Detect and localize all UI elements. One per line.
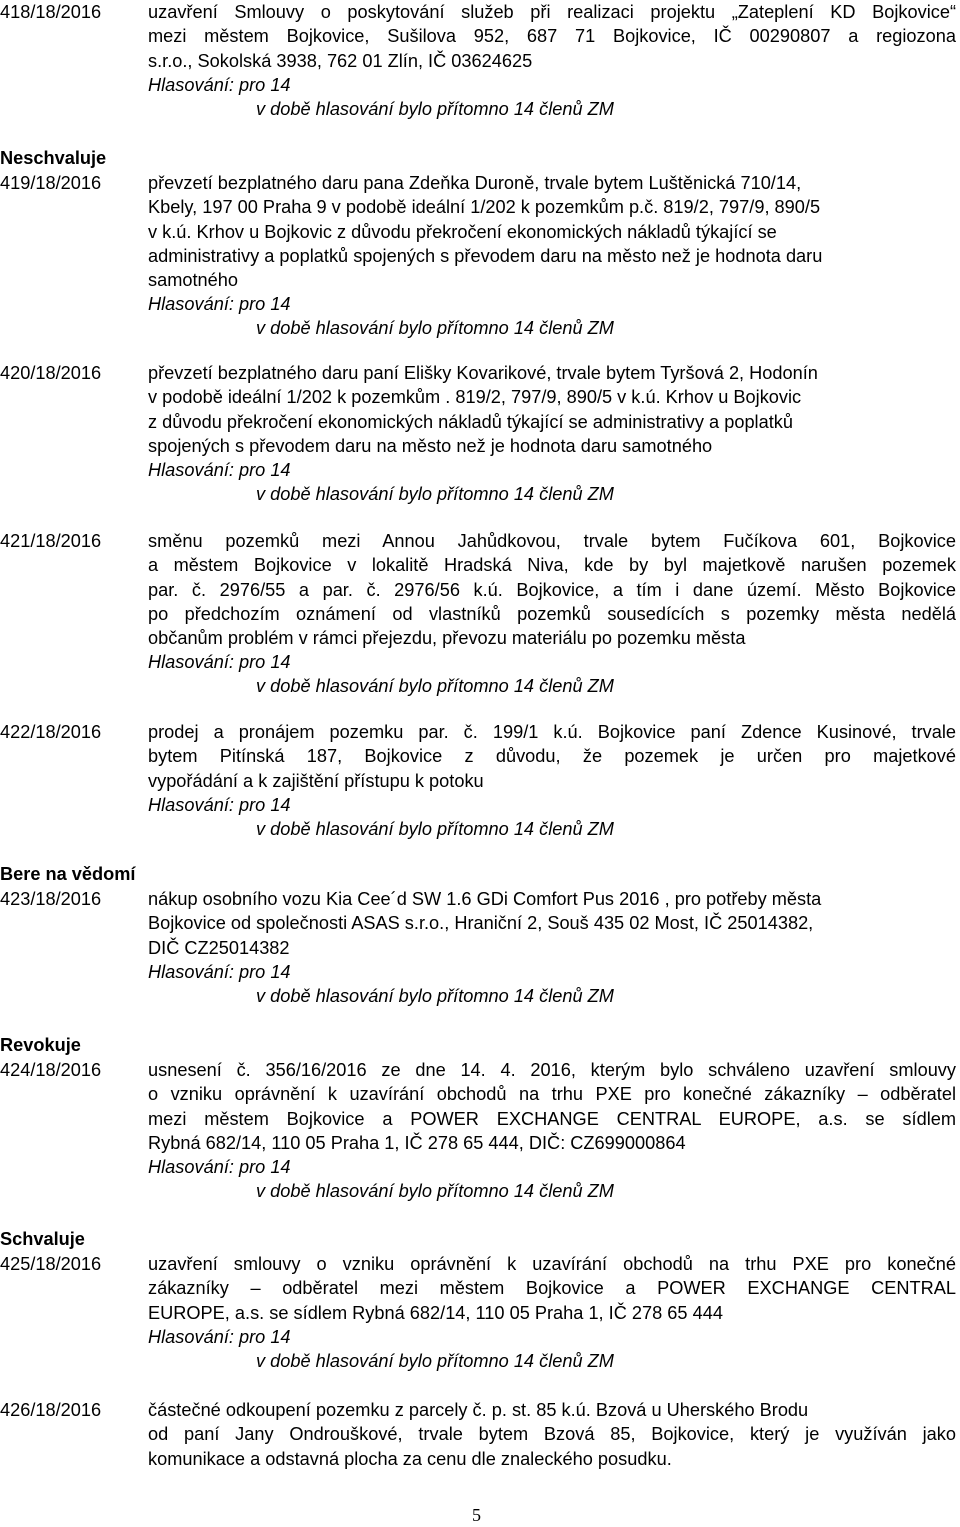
presence-note: v době hlasování bylo přítomno 14 členů ZM [256,484,614,504]
resolution-number: 424/18/2016 [0,1060,102,1080]
text-line: uzavření smlouvy o vzniku oprávnění k uzavírání obchodů na trhu PXE pro konečné [148,1254,956,1274]
text-line: po předchozím oznámení od vlastníků pozemků sousedících s pozemky města nedělá [148,603,956,624]
presence-note: v době hlasování bylo přítomno 14 členů ZM [256,99,614,119]
resolution-number: 421/18/2016 [0,531,102,551]
section-heading-revokuje: Revokuje [0,1035,81,1055]
vote-result: Hlasování: pro 14 [148,294,291,314]
text-line: převzetí bezplatného daru pana Zdeňka Duroně, trvale bytem Luštěnická 710/14, [148,173,802,193]
resolution-number: 418/18/2016 [0,2,102,22]
resolution-number: 419/18/2016 [0,173,102,193]
resolution-text [148,720,956,793]
resolution-text [148,0,956,73]
resolution-number: 423/18/2016 [0,889,102,909]
section-heading-bere-na-vedomi: Bere na vědomí [0,864,136,884]
text-line: DIČ CZ25014382 [148,937,290,958]
text-line: nákup osobního vozu Kia Cee´d SW 1.6 GDi Comfort Pus 2016 , pro potřeby města [148,889,822,909]
text-line: částečné odkoupení pozemku z parcely č. p. st. 85 k.ú. Bzová u Uherského Brodu [148,1400,809,1420]
vote-result: Hlasování: pro 14 [148,962,291,982]
text-line: v k.ú. Krhov u Bojkovic z důvodu překročení ekonomických nákladů týkající se [148,221,777,242]
page-number: 5 [472,1505,481,1525]
resolution-number: 425/18/2016 [0,1254,102,1274]
text-line: Bojkovice od společnosti ASAS s.r.o., Hraniční 2, Souš 435 02 Most, IČ 25014382, [148,913,814,934]
section-heading-schvaluje: Schvaluje [0,1229,85,1249]
resolution-text [148,887,956,960]
vote-result: Hlasování: pro 14 [148,1327,291,1347]
text-line: v podobě ideální 1/202 k pozemkům . 819/2, 797/9, 890/5 v k.ú. Krhov u Bojkovic [148,387,802,408]
text-line: par. č. 2976/55 a par. č. 2976/56 k.ú. Bojkovice, a tím i dane území. Město Bojkovice [148,579,956,600]
presence-note: v době hlasování bylo přítomno 14 členů ZM [256,986,614,1006]
text-line: mezi městem Bojkovice, Sušilova 952, 687 71 Bojkovice, IČ 00290807 a regiozona [148,26,956,47]
presence-note: v době hlasování bylo přítomno 14 členů ZM [256,1181,614,1201]
text-line: usnesení č. 356/16/2016 ze dne 14. 4. 2016, kterým bylo schváleno uzavření smlouvy [148,1060,956,1080]
text-line: EUROPE, a.s. se sídlem Rybná 682/14, 110 05 Praha 1, IČ 278 65 444 [148,1302,723,1323]
text-line: Kbely, 197 00 Praha 9 v podobě ideální 1/202 k pozemkům p.č. 819/2, 797/9, 890/5 [148,197,821,218]
text-line: občanům problém v rámci přejezdu, převozu materiálu po pozemku města [148,628,746,649]
vote-result: Hlasování: pro 14 [148,795,291,815]
text-line: převzetí bezplatného daru paní Elišky Kovarikové, trvale bytem Tyršová 2, Hodonín [148,363,818,383]
text-line: mezi městem Bojkovice a POWER EXCHANGE CENTRAL EUROPE, a.s. se sídlem [148,1108,956,1129]
text-line: bytem Pitínská 187, Bojkovice z důvodu, že pozemek je určen pro majetkové [148,746,956,767]
section-heading-neschvaluje: Neschvaluje [0,148,107,168]
resolution-number: 426/18/2016 [0,1400,102,1420]
text-line: vypořádání a k zajištění přístupu k potoku [148,770,484,791]
resolution-text [148,361,956,458]
resolution-text [148,1252,956,1325]
text-line: o vzniku oprávnění k uzavírání obchodů na trhu PXE pro konečné zákazníky – odběratel [148,1084,956,1105]
text-line: komunikace a odstavná plocha za cenu dle znaleckého posudku. [148,1448,672,1469]
presence-note: v době hlasování bylo přítomno 14 členů ZM [256,1351,614,1371]
text-line: samotného [148,270,238,291]
vote-result: Hlasování: pro 14 [148,460,291,480]
presence-note: v době hlasování bylo přítomno 14 členů ZM [256,676,614,696]
text-line: Rybná 682/14, 110 05 Praha 1, IČ 278 65 444, DIČ: CZ699000864 [148,1132,686,1153]
resolution-text [148,1058,956,1155]
text-line: zákazníky – odběratel mezi městem Bojkovice a POWER EXCHANGE CENTRAL [148,1278,956,1299]
vote-result: Hlasování: pro 14 [148,75,291,95]
resolution-number: 420/18/2016 [0,363,102,383]
text-line: z důvodu překročení ekonomických nákladů týkající se administrativy a poplatků [148,411,793,432]
text-line: směnu pozemků mezi Annou Jahůdkovou, trvale bytem Fučíkova 601, Bojkovice [148,531,956,551]
text-line: uzavření Smlouvy o poskytování služeb při realizaci projektu „Zateplení KD Bojkovice“ [148,2,956,22]
resolution-number: 422/18/2016 [0,722,102,742]
text-line: spojených s převodem daru na město než je hodnota daru samotného [148,435,713,456]
text-line: administrativy a poplatků spojených s převodem daru na město než je hodnota daru [148,245,823,266]
text-line: prodej a pronájem pozemku par. č. 199/1 k.ú. Bojkovice paní Zdence Kusinové, trvale [148,722,956,742]
presence-note: v době hlasování bylo přítomno 14 členů ZM [256,318,614,338]
vote-result: Hlasování: pro 14 [148,652,291,672]
text-line: a městem Bojkovice v lokalitě Hradská Niva, kde by byl majetkově narušen pozemek [148,555,956,576]
text-line: s.r.o., Sokolská 3938, 762 01 Zlín, IČ 03624625 [148,50,533,71]
vote-result: Hlasování: pro 14 [148,1157,291,1177]
resolution-text [148,1398,956,1471]
resolution-text [148,171,956,292]
resolution-text [148,529,956,650]
text-line: od paní Jany Ondrouškové, trvale bytem Bzová 85, Bojkovice, který je využíván jako [148,1424,956,1445]
presence-note: v době hlasování bylo přítomno 14 členů ZM [256,819,614,839]
